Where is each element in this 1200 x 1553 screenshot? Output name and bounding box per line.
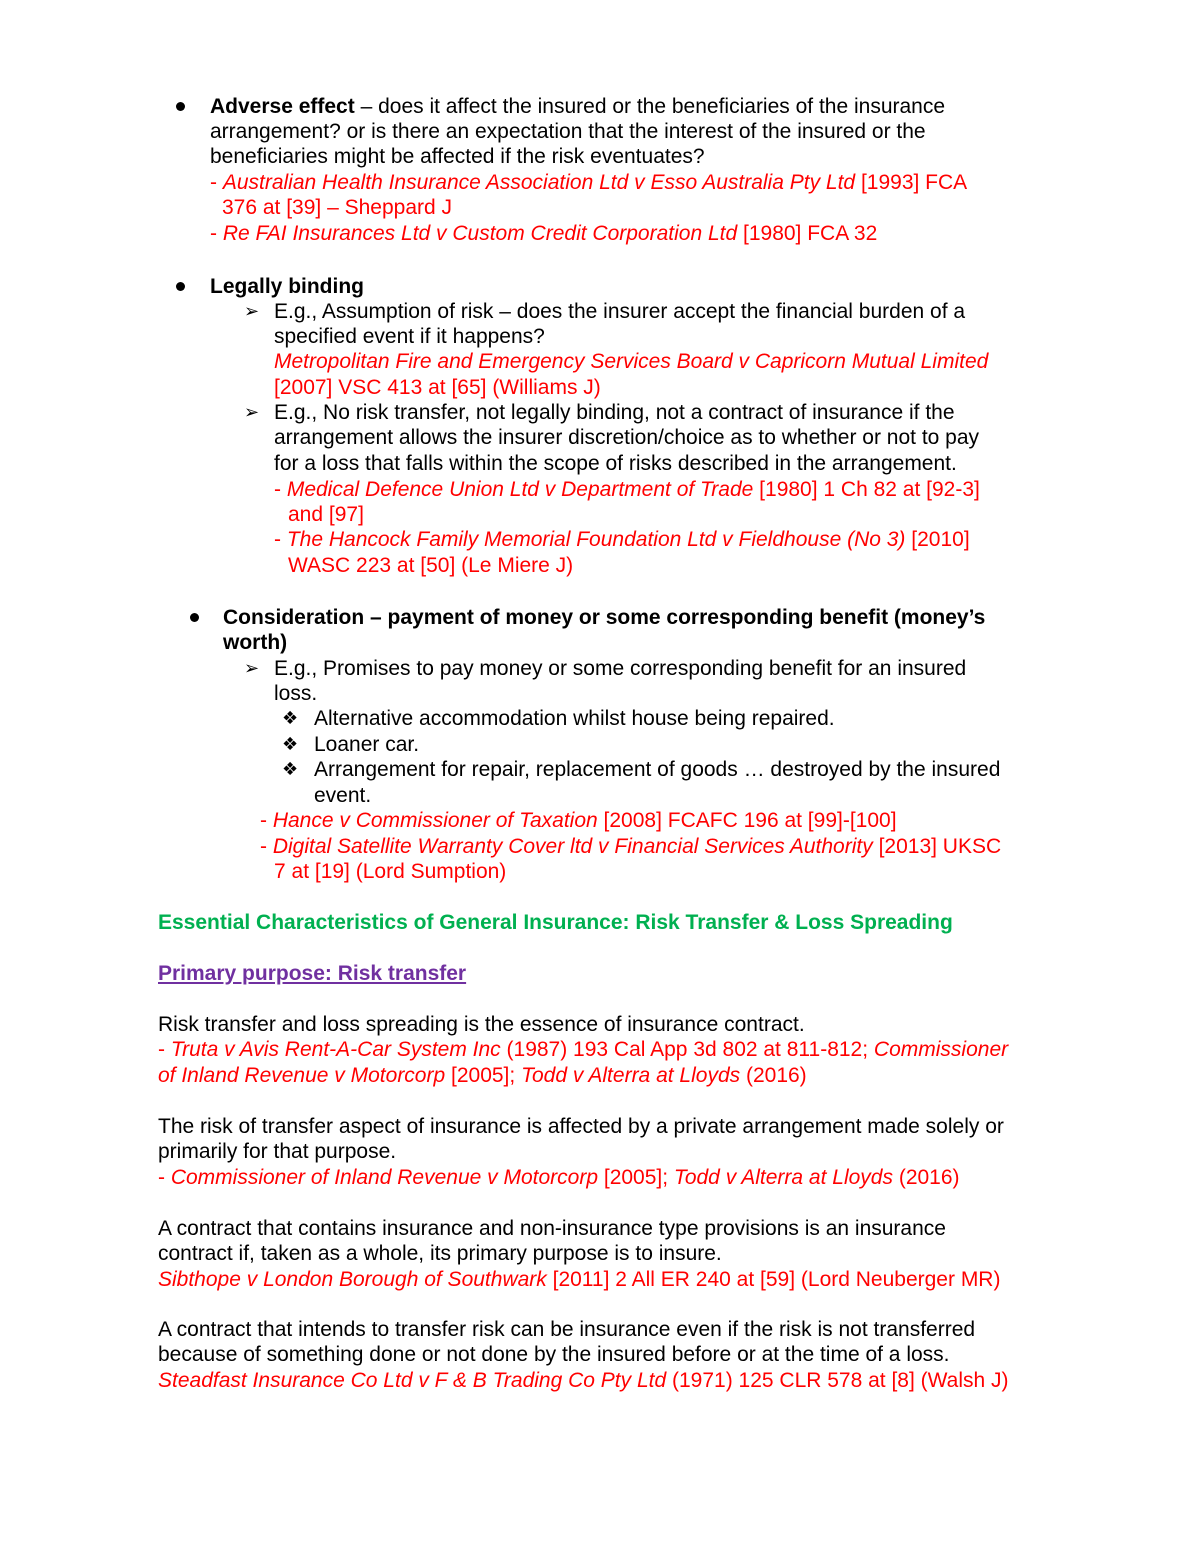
consid-point-line-2: loss. <box>274 682 318 705</box>
adverse-citation-2: - Re FAI Insurances Ltd v Custom Credit Corporation Ltd [1980] FCA 32 <box>210 222 878 245</box>
legal-point-1-line-2: specified event if it happens? <box>274 325 545 348</box>
p2-citation: - Commissioner of Inland Revenue v Motorcorp [2005]; Todd v Alterra at Lloyds (2016) <box>158 1166 960 1189</box>
diamond-bullet-icon: ❖ <box>282 734 299 755</box>
p3-line-2: contract if, taken as a whole, its primary purpose is to insure. <box>158 1242 722 1265</box>
legal-citation-2: - The Hancock Family Memorial Foundation Ltd v Fieldhouse (No 3) [2010] <box>274 528 970 551</box>
legal-citation-1: - Medical Defence Union Ltd v Department of Trade [1980] 1 Ch 82 at [92-3] <box>274 478 980 501</box>
sub-heading: Primary purpose: Risk transfer <box>158 962 467 985</box>
consid-citation-1: - Hance v Commissioner of Taxation [2008] FCAFC 196 at [99]-[100] <box>260 809 897 832</box>
case-name: of Inland Revenue v Motorcorp <box>158 1064 446 1087</box>
case-name: Hance v Commissioner of Taxation <box>272 809 598 832</box>
legal-point-1-cite: [2007] VSC 413 at [65] (Williams J) <box>274 376 601 399</box>
p4-line-1: A contract that intends to transfer risk can be insurance even if the risk is not transferred <box>158 1318 976 1341</box>
p1-citation: - Truta v Avis Rent-A-Car System Inc (1987) 193 Cal App 3d 802 at 811-812; Commissioner <box>158 1038 1009 1061</box>
p3-citation: Sibthope v London Borough of Southwark [2011] 2 All ER 240 at [59] (Lord Neuberger MR) <box>158 1268 1001 1291</box>
consid-citation-2-cont: 7 at [19] (Lord Sumption) <box>274 860 507 883</box>
adverse-line-1 <box>210 94 945 119</box>
case-name: Metropolitan Fire and Emergency Services Board v Capricorn Mutual Limited <box>274 350 989 373</box>
p2-line-1: The risk of transfer aspect of insurance is affected by a private arrangement made solely or <box>158 1115 1004 1138</box>
legal-point-2-line-2: arrangement allows the insurer discretion/choice as to whether or not to pay <box>274 426 980 449</box>
p1-citation-cont: of Inland Revenue v Motorcorp [2005]; Todd v Alterra at Lloyds (2016) <box>158 1064 807 1087</box>
legal-point-2-line-1: E.g., No risk transfer, not legally binding, not a contract of insurance if the <box>274 401 955 424</box>
case-name: Sibthope v London Borough of Southwark <box>158 1268 547 1291</box>
consid-example-2: Loaner car. <box>314 733 420 756</box>
bullet-icon <box>176 102 185 111</box>
p1-text: Risk transfer and loss spreading is the essence of insurance contract. <box>158 1013 805 1036</box>
consid-citation-2: - Digital Satellite Warranty Cover ltd v Financial Services Authority [2013] UKSC <box>260 835 1002 858</box>
adverse-citation-1: - Australian Health Insurance Association Ltd v Esso Australia Pty Ltd [1993] FCA <box>210 171 968 194</box>
consid-example-3-line-1: Arrangement for repair, replacement of goods … destroyed by the insured <box>314 758 1001 781</box>
legally-binding-term: Legally binding <box>210 275 365 298</box>
p3-line-1: A contract that contains insurance and non-insurance type provisions is an insurance <box>158 1217 946 1240</box>
bullet-icon <box>176 282 185 291</box>
p4-citation: Steadfast Insurance Co Ltd v F & B Trading Co Pty Ltd (1971) 125 CLR 578 at [8] (Walsh J) <box>158 1369 1009 1392</box>
case-name: Commissioner of Inland Revenue v Motorcorp <box>170 1166 599 1189</box>
bullet-icon <box>190 613 199 622</box>
legal-point-1-line-1: E.g., Assumption of risk – does the insurer accept the financial burden of a <box>274 300 966 323</box>
adverse-term: Adverse effect <box>210 95 355 118</box>
case-name: Truta v Avis Rent-A-Car System Inc <box>170 1038 501 1061</box>
p4-line-2: because of something done or not done by the insured before or at the time of a loss. <box>158 1343 950 1366</box>
case-name: Todd v Alterra at Lloyds <box>673 1166 893 1189</box>
diamond-bullet-icon: ❖ <box>282 759 299 780</box>
case-name: Re FAI Insurances Ltd v Custom Credit Corporation Ltd <box>222 222 738 245</box>
arrow-bullet-icon: ➢ <box>244 402 260 423</box>
consideration-line-1: Consideration – payment of money or some corresponding benefit (money’s <box>223 606 986 629</box>
diamond-bullet-icon: ❖ <box>282 708 299 729</box>
arrow-bullet-icon: ➢ <box>244 658 260 679</box>
case-name: The Hancock Family Memorial Foundation Ltd v Fieldhouse (No 3) <box>286 528 906 551</box>
adverse-citation-1-cont: 376 at [39] – Sheppard J <box>222 196 453 219</box>
section-heading: Essential Characteristics of General Insurance: Risk Transfer & Loss Spreading <box>158 911 953 934</box>
p2-line-2: primarily for that purpose. <box>158 1140 397 1163</box>
case-name: Todd v Alterra at Lloyds <box>521 1064 741 1087</box>
case-name: Medical Defence Union Ltd v Department of Trade <box>286 478 754 501</box>
consideration-line-2: worth) <box>223 631 288 654</box>
case-name: Digital Satellite Warranty Cover ltd v Financial Services Authority <box>272 835 873 858</box>
legal-point-2-line-3: for a loss that falls within the scope of risks described in the arrangement. <box>274 452 957 475</box>
legal-point-1-case <box>274 349 988 374</box>
legal-citation-1-cont: and [97] <box>288 503 364 526</box>
case-name: Steadfast Insurance Co Ltd v F & B Trading Co Pty Ltd <box>158 1369 667 1392</box>
case-name: Commissioner <box>873 1038 1009 1061</box>
consid-example-1: Alternative accommodation whilst house being repaired. <box>314 707 835 730</box>
adverse-line-3: beneficiaries might be affected if the risk eventuates? <box>210 145 705 168</box>
legal-citation-2-cont: WASC 223 at [50] (Le Miere J) <box>288 554 574 577</box>
consid-point-line-1: E.g., Promises to pay money or some corresponding benefit for an insured <box>274 657 967 680</box>
adverse-text: – does it affect the insured or the beneficiaries of the insurance <box>354 95 946 118</box>
consid-example-3-line-2: event. <box>314 784 372 807</box>
adverse-line-2: arrangement? or is there an expectation that the interest of the insured or the <box>210 120 926 143</box>
arrow-bullet-icon: ➢ <box>244 301 260 322</box>
case-name: Australian Health Insurance Association Ltd v Esso Australia Pty Ltd <box>222 171 856 194</box>
